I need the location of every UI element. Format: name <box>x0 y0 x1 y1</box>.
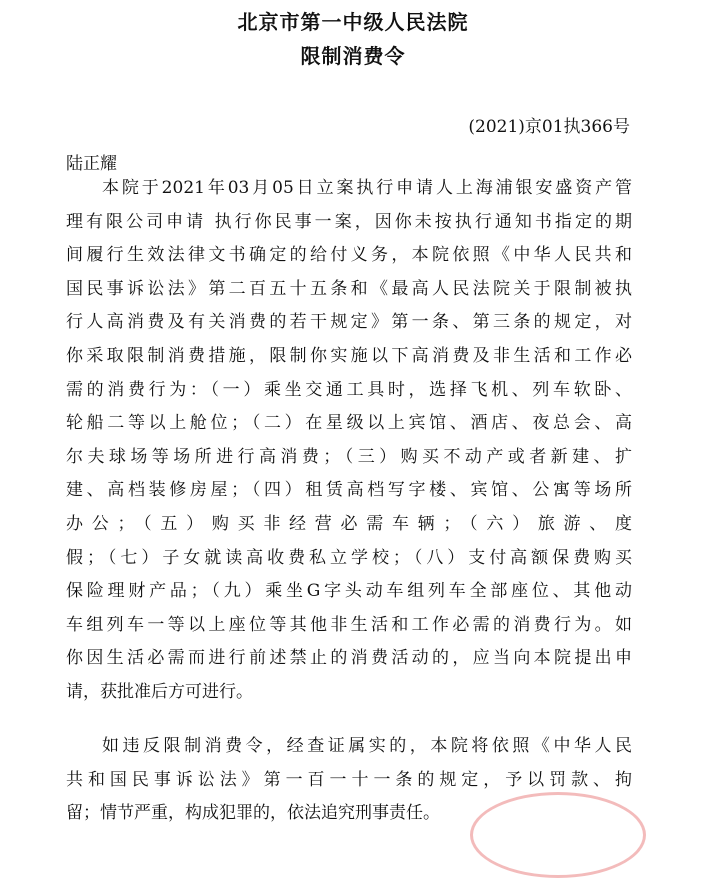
paragraph-2 <box>66 730 632 831</box>
para1-line: 尔夫球场等场所进行高消费；（三）购买不动产或者新建、扩 <box>66 446 632 467</box>
para1-line: 轮船二等以上舱位；（二）在星级以上宾馆、酒店、夜总会、高 <box>66 413 632 434</box>
para1-line: 需的消费行为：（一）乘坐交通工具时，选择飞机、列车软卧、 <box>66 379 632 400</box>
para1-line: 保险理财产品；（九）乘坐G字头动车组列车全部座位、其他动 <box>66 581 632 602</box>
para2-line: 留；情节严重，构成犯罪的，依法追究刑事责任。 <box>66 803 440 824</box>
para1-line: 假；（七）子女就读高收费私立学校；（八）支付高额保费购买 <box>66 547 632 568</box>
paragraph-1 <box>66 172 632 710</box>
court-name: 北京市第一中级人民法院 <box>237 10 469 34</box>
document-title: 限制消费令 <box>300 44 406 68</box>
para1-line: 你采取限制消费措施，限制你实施以下高消费及非生活和工作必 <box>66 345 632 366</box>
addressee: 陆正耀 <box>66 154 117 174</box>
para2-line: 共和国民事诉讼法》第一百一十一条的规定，予以罚款、拘 <box>66 769 632 790</box>
para1-line: 国民事诉讼法》第二百五十五条和《最高人民法院关于限制被执 <box>66 278 632 299</box>
para1-line: 你因生活必需而进行前述禁止的消费活动的，应当向本院提出申 <box>66 648 632 669</box>
para1-line: 行人高消费及有关消费的若干规定》第一条、第三条的规定，对 <box>66 312 632 333</box>
para1-line: 建、高档装修房屋；（四）租赁高档写字楼、宾馆、公寓等场所 <box>66 480 632 501</box>
para2-line: 如违反限制消费令，经查证属实的，本院将依照《中华人民 <box>102 736 632 756</box>
para1-line: 办公；（五）购买非经营必需车辆；（六）旅游、度 <box>66 513 632 534</box>
para1-line: 理有限公司申请 执行你民事一案，因你未按执行通知书指定的期 <box>66 211 632 232</box>
para1-line: 间履行生效法律文书确定的给付义务，本院依照《中华人民共和 <box>66 245 632 266</box>
case-number: (2021)京01执366号 <box>468 117 630 137</box>
para1-line: 请，获批准后方可进行。 <box>66 681 253 702</box>
para1-line: 本院于2021年03月05日立案执行申请人上海浦银安盛资产管 <box>102 178 632 198</box>
para1-line: 车组列车一等以上座位等其他非生活和工作必需的消费行为。如 <box>66 614 632 635</box>
